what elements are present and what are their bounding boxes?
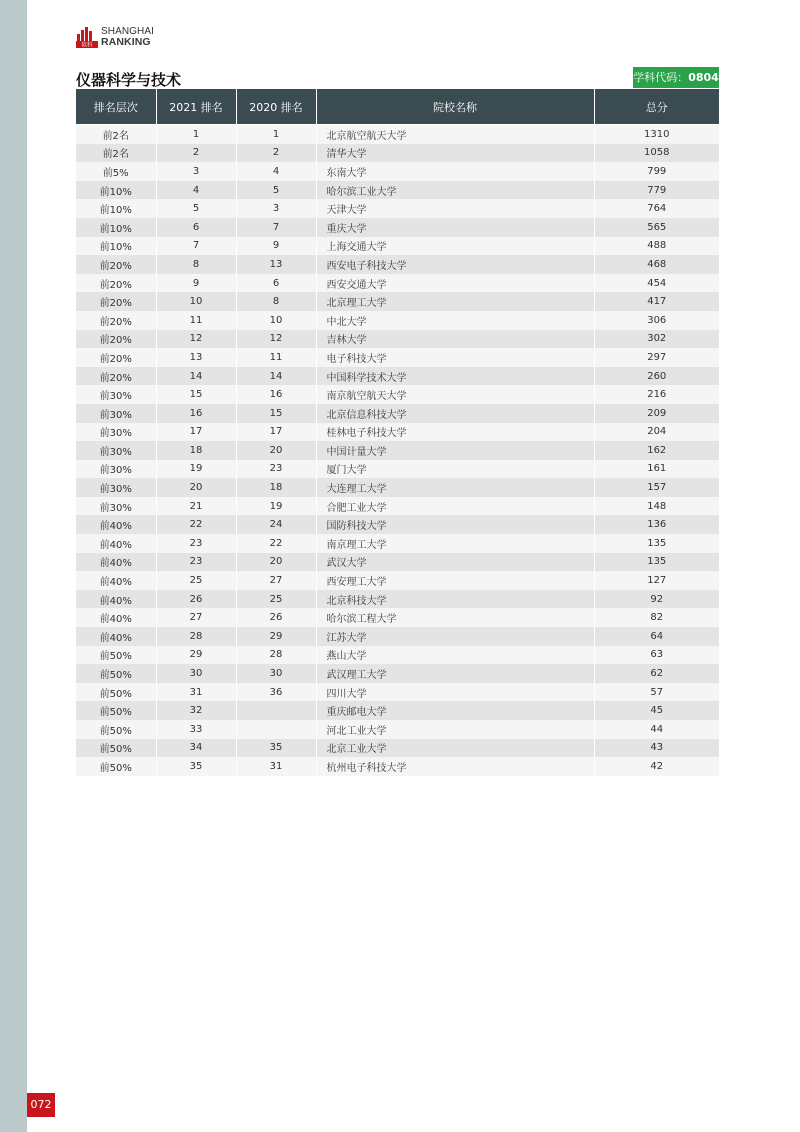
school-name-cell: 杭州电子科技大学	[316, 757, 594, 776]
rank-2021-cell: 32	[156, 701, 236, 720]
table-row	[76, 292, 719, 311]
tier-cell: 前20%	[76, 348, 156, 367]
score-cell: 136	[594, 515, 719, 534]
school-name-cell: 四川大学	[316, 683, 594, 702]
rank-2021-cell: 8	[156, 255, 236, 274]
score-cell: 1310	[594, 125, 719, 144]
table-row	[76, 553, 719, 572]
rank-2021-cell: 6	[156, 218, 236, 237]
score-cell: 161	[594, 460, 719, 479]
rank-2021-cell: 23	[156, 553, 236, 572]
table-row	[76, 720, 719, 739]
tier-cell: 前40%	[76, 571, 156, 590]
rank-2020-cell: 12	[236, 330, 316, 349]
rank-2020-cell: 22	[236, 534, 316, 553]
tier-cell: 前20%	[76, 311, 156, 330]
tier-cell: 前20%	[76, 367, 156, 386]
score-cell: 57	[594, 683, 719, 702]
table-row	[76, 608, 719, 627]
table-row	[76, 571, 719, 590]
rank-2021-cell: 11	[156, 311, 236, 330]
table-row	[76, 404, 719, 423]
rank-2020-cell: 24	[236, 515, 316, 534]
table-row	[76, 274, 719, 293]
table-row	[76, 664, 719, 683]
table-row	[76, 367, 719, 386]
score-cell: 1058	[594, 144, 719, 163]
school-name-cell: 南京航空航天大学	[316, 385, 594, 404]
rank-2020-cell: 28	[236, 646, 316, 665]
tier-cell: 前10%	[76, 199, 156, 218]
score-cell: 42	[594, 757, 719, 776]
rank-2021-cell: 3	[156, 162, 236, 181]
tier-cell: 前50%	[76, 701, 156, 720]
rank-2020-cell: 13	[236, 255, 316, 274]
tier-cell: 前40%	[76, 534, 156, 553]
table-row	[76, 646, 719, 665]
rank-2020-cell: 31	[236, 757, 316, 776]
rank-2020-cell: 8	[236, 292, 316, 311]
rank-2021-cell: 26	[156, 590, 236, 609]
school-name-cell: 重庆大学	[316, 218, 594, 237]
tier-cell: 前40%	[76, 608, 156, 627]
score-cell: 209	[594, 404, 719, 423]
code-label: 学科代码：	[633, 71, 689, 84]
score-cell: 454	[594, 274, 719, 293]
school-name-cell: 大连理工大学	[316, 478, 594, 497]
score-cell: 565	[594, 218, 719, 237]
school-name-cell: 河北工业大学	[316, 720, 594, 739]
tier-cell: 前10%	[76, 181, 156, 200]
tier-cell: 前30%	[76, 423, 156, 442]
score-cell: 45	[594, 701, 719, 720]
score-cell: 64	[594, 627, 719, 646]
rank-2020-cell	[236, 720, 316, 739]
score-cell: 204	[594, 423, 719, 442]
header-rank-2020: 2020 排名	[236, 89, 316, 125]
rank-2020-cell: 23	[236, 460, 316, 479]
rank-2021-cell: 31	[156, 683, 236, 702]
side-band	[0, 0, 27, 1132]
rank-2020-cell: 29	[236, 627, 316, 646]
score-cell: 82	[594, 608, 719, 627]
tier-cell: 前20%	[76, 274, 156, 293]
table-row	[76, 311, 719, 330]
table-row	[76, 739, 719, 758]
school-name-cell: 电子科技大学	[316, 348, 594, 367]
rank-2021-cell: 29	[156, 646, 236, 665]
school-name-cell: 桂林电子科技大学	[316, 423, 594, 442]
ranking-logo-icon	[76, 26, 98, 48]
table-row	[76, 423, 719, 442]
rank-2020-cell: 26	[236, 608, 316, 627]
tier-cell: 前40%	[76, 627, 156, 646]
table-row	[76, 144, 719, 163]
score-cell: 135	[594, 553, 719, 572]
tier-cell: 前50%	[76, 664, 156, 683]
rank-2021-cell: 34	[156, 739, 236, 758]
school-name-cell: 东南大学	[316, 162, 594, 181]
score-cell: 216	[594, 385, 719, 404]
rank-2020-cell: 15	[236, 404, 316, 423]
table-row	[76, 162, 719, 181]
table-row	[76, 441, 719, 460]
rank-2020-cell: 5	[236, 181, 316, 200]
school-name-cell: 北京科技大学	[316, 590, 594, 609]
tier-cell: 前40%	[76, 590, 156, 609]
school-name-cell: 清华大学	[316, 144, 594, 163]
rank-2020-cell: 35	[236, 739, 316, 758]
page-number: 072	[27, 1093, 55, 1117]
tier-cell: 前30%	[76, 441, 156, 460]
school-name-cell: 厦门大学	[316, 460, 594, 479]
table-row	[76, 515, 719, 534]
table-row	[76, 348, 719, 367]
rank-2020-cell: 16	[236, 385, 316, 404]
rank-2020-cell: 1	[236, 125, 316, 144]
score-cell: 799	[594, 162, 719, 181]
school-name-cell: 国防科技大学	[316, 515, 594, 534]
tier-cell: 前30%	[76, 385, 156, 404]
school-name-cell: 北京工业大学	[316, 739, 594, 758]
rank-2020-cell: 10	[236, 311, 316, 330]
rank-2021-cell: 2	[156, 144, 236, 163]
rank-2021-cell: 30	[156, 664, 236, 683]
table-row	[76, 590, 719, 609]
brand-line2: RANKING	[101, 36, 151, 48]
table-row	[76, 683, 719, 702]
tier-cell: 前40%	[76, 553, 156, 572]
rank-2021-cell: 14	[156, 367, 236, 386]
school-name-cell: 中国计量大学	[316, 441, 594, 460]
score-cell: 297	[594, 348, 719, 367]
school-name-cell: 武汉理工大学	[316, 664, 594, 683]
rank-2020-cell: 14	[236, 367, 316, 386]
school-name-cell: 西安电子科技大学	[316, 255, 594, 274]
score-cell: 127	[594, 571, 719, 590]
table-row	[76, 701, 719, 720]
ranking-table	[76, 89, 719, 776]
rank-2020-cell: 7	[236, 218, 316, 237]
rank-2021-cell: 20	[156, 478, 236, 497]
tier-cell: 前20%	[76, 255, 156, 274]
score-cell: 157	[594, 478, 719, 497]
tier-cell: 前50%	[76, 683, 156, 702]
school-name-cell: 合肥工业大学	[316, 497, 594, 516]
school-name-cell: 吉林大学	[316, 330, 594, 349]
rank-2021-cell: 18	[156, 441, 236, 460]
school-name-cell: 西安理工大学	[316, 571, 594, 590]
school-name-cell: 西安交通大学	[316, 274, 594, 293]
brand-line1: SHANGHAI	[101, 26, 155, 37]
rank-2020-cell: 36	[236, 683, 316, 702]
table-row	[76, 534, 719, 553]
rank-2021-cell: 25	[156, 571, 236, 590]
rank-2020-cell: 9	[236, 237, 316, 256]
rank-2020-cell: 30	[236, 664, 316, 683]
score-cell: 63	[594, 646, 719, 665]
rank-2020-cell: 27	[236, 571, 316, 590]
score-cell: 417	[594, 292, 719, 311]
tier-cell: 前30%	[76, 404, 156, 423]
table-row	[76, 218, 719, 237]
score-cell: 764	[594, 199, 719, 218]
rank-2020-cell: 3	[236, 199, 316, 218]
rank-2021-cell: 7	[156, 237, 236, 256]
school-name-cell: 中国科学技术大学	[316, 367, 594, 386]
header-tier: 排名层次	[76, 89, 156, 125]
rank-2020-cell: 25	[236, 590, 316, 609]
header-school: 院校名称	[316, 89, 594, 125]
rank-2021-cell: 22	[156, 515, 236, 534]
rank-2021-cell: 15	[156, 385, 236, 404]
tier-cell: 前5%	[76, 162, 156, 181]
rank-2020-cell: 6	[236, 274, 316, 293]
svg-text:软科: 软科	[81, 42, 93, 48]
school-name-cell: 燕山大学	[316, 646, 594, 665]
score-cell: 44	[594, 720, 719, 739]
rank-2021-cell: 17	[156, 423, 236, 442]
shanghai-ranking-logo	[76, 24, 154, 50]
rank-2021-cell: 1	[156, 125, 236, 144]
table-row	[76, 385, 719, 404]
rank-2021-cell: 16	[156, 404, 236, 423]
school-name-cell: 中北大学	[316, 311, 594, 330]
rank-2021-cell: 4	[156, 181, 236, 200]
rank-2021-cell: 28	[156, 627, 236, 646]
table-row	[76, 627, 719, 646]
score-cell: 302	[594, 330, 719, 349]
school-name-cell: 南京理工大学	[316, 534, 594, 553]
school-name-cell: 北京信息科技大学	[316, 404, 594, 423]
page-title: 仪器科学与技术	[76, 71, 182, 89]
school-name-cell: 上海交通大学	[316, 237, 594, 256]
school-name-cell: 哈尔滨工程大学	[316, 608, 594, 627]
code-value: 0804	[688, 71, 719, 84]
table-row	[76, 497, 719, 516]
table-header-row	[76, 89, 719, 125]
school-name-cell: 重庆邮电大学	[316, 701, 594, 720]
score-cell: 306	[594, 311, 719, 330]
rank-2020-cell: 20	[236, 441, 316, 460]
tier-cell: 前50%	[76, 646, 156, 665]
tier-cell: 前20%	[76, 292, 156, 311]
tier-cell: 前50%	[76, 757, 156, 776]
tier-cell: 前20%	[76, 330, 156, 349]
tier-cell: 前30%	[76, 478, 156, 497]
rank-2021-cell: 35	[156, 757, 236, 776]
rank-2020-cell: 19	[236, 497, 316, 516]
header-rank-2021: 2021 排名	[156, 89, 236, 125]
score-cell: 43	[594, 739, 719, 758]
rank-2020-cell	[236, 701, 316, 720]
table-row	[76, 255, 719, 274]
table-row	[76, 199, 719, 218]
rank-2021-cell: 5	[156, 199, 236, 218]
score-cell: 62	[594, 664, 719, 683]
table-row	[76, 330, 719, 349]
school-name-cell: 天津大学	[316, 199, 594, 218]
score-cell: 488	[594, 237, 719, 256]
school-name-cell: 武汉大学	[316, 553, 594, 572]
rank-2021-cell: 12	[156, 330, 236, 349]
header-score: 总分	[594, 89, 719, 125]
table-row	[76, 237, 719, 256]
school-name-cell: 北京理工大学	[316, 292, 594, 311]
score-cell: 92	[594, 590, 719, 609]
tier-cell: 前10%	[76, 237, 156, 256]
rank-2021-cell: 19	[156, 460, 236, 479]
rank-2020-cell: 20	[236, 553, 316, 572]
discipline-code-badge	[633, 67, 719, 88]
table-row	[76, 460, 719, 479]
rank-2020-cell: 2	[236, 144, 316, 163]
table-row	[76, 125, 719, 144]
tier-cell: 前10%	[76, 218, 156, 237]
school-name-cell: 江苏大学	[316, 627, 594, 646]
tier-cell: 前40%	[76, 515, 156, 534]
table-row	[76, 757, 719, 776]
rank-2020-cell: 17	[236, 423, 316, 442]
table-row	[76, 181, 719, 200]
school-name-cell: 哈尔滨工业大学	[316, 181, 594, 200]
tier-cell: 前30%	[76, 460, 156, 479]
tier-cell: 前50%	[76, 739, 156, 758]
score-cell: 260	[594, 367, 719, 386]
score-cell: 162	[594, 441, 719, 460]
rank-2021-cell: 9	[156, 274, 236, 293]
tier-cell: 前2名	[76, 125, 156, 144]
score-cell: 135	[594, 534, 719, 553]
rank-2021-cell: 33	[156, 720, 236, 739]
rank-2020-cell: 4	[236, 162, 316, 181]
rank-2021-cell: 23	[156, 534, 236, 553]
rank-2020-cell: 18	[236, 478, 316, 497]
tier-cell: 前30%	[76, 497, 156, 516]
tier-cell: 前50%	[76, 720, 156, 739]
score-cell: 468	[594, 255, 719, 274]
score-cell: 148	[594, 497, 719, 516]
table-row	[76, 478, 719, 497]
tier-cell: 前2名	[76, 144, 156, 163]
score-cell: 779	[594, 181, 719, 200]
rank-2021-cell: 13	[156, 348, 236, 367]
school-name-cell: 北京航空航天大学	[316, 125, 594, 144]
rank-2021-cell: 21	[156, 497, 236, 516]
rank-2021-cell: 10	[156, 292, 236, 311]
rank-2020-cell: 11	[236, 348, 316, 367]
rank-2021-cell: 27	[156, 608, 236, 627]
